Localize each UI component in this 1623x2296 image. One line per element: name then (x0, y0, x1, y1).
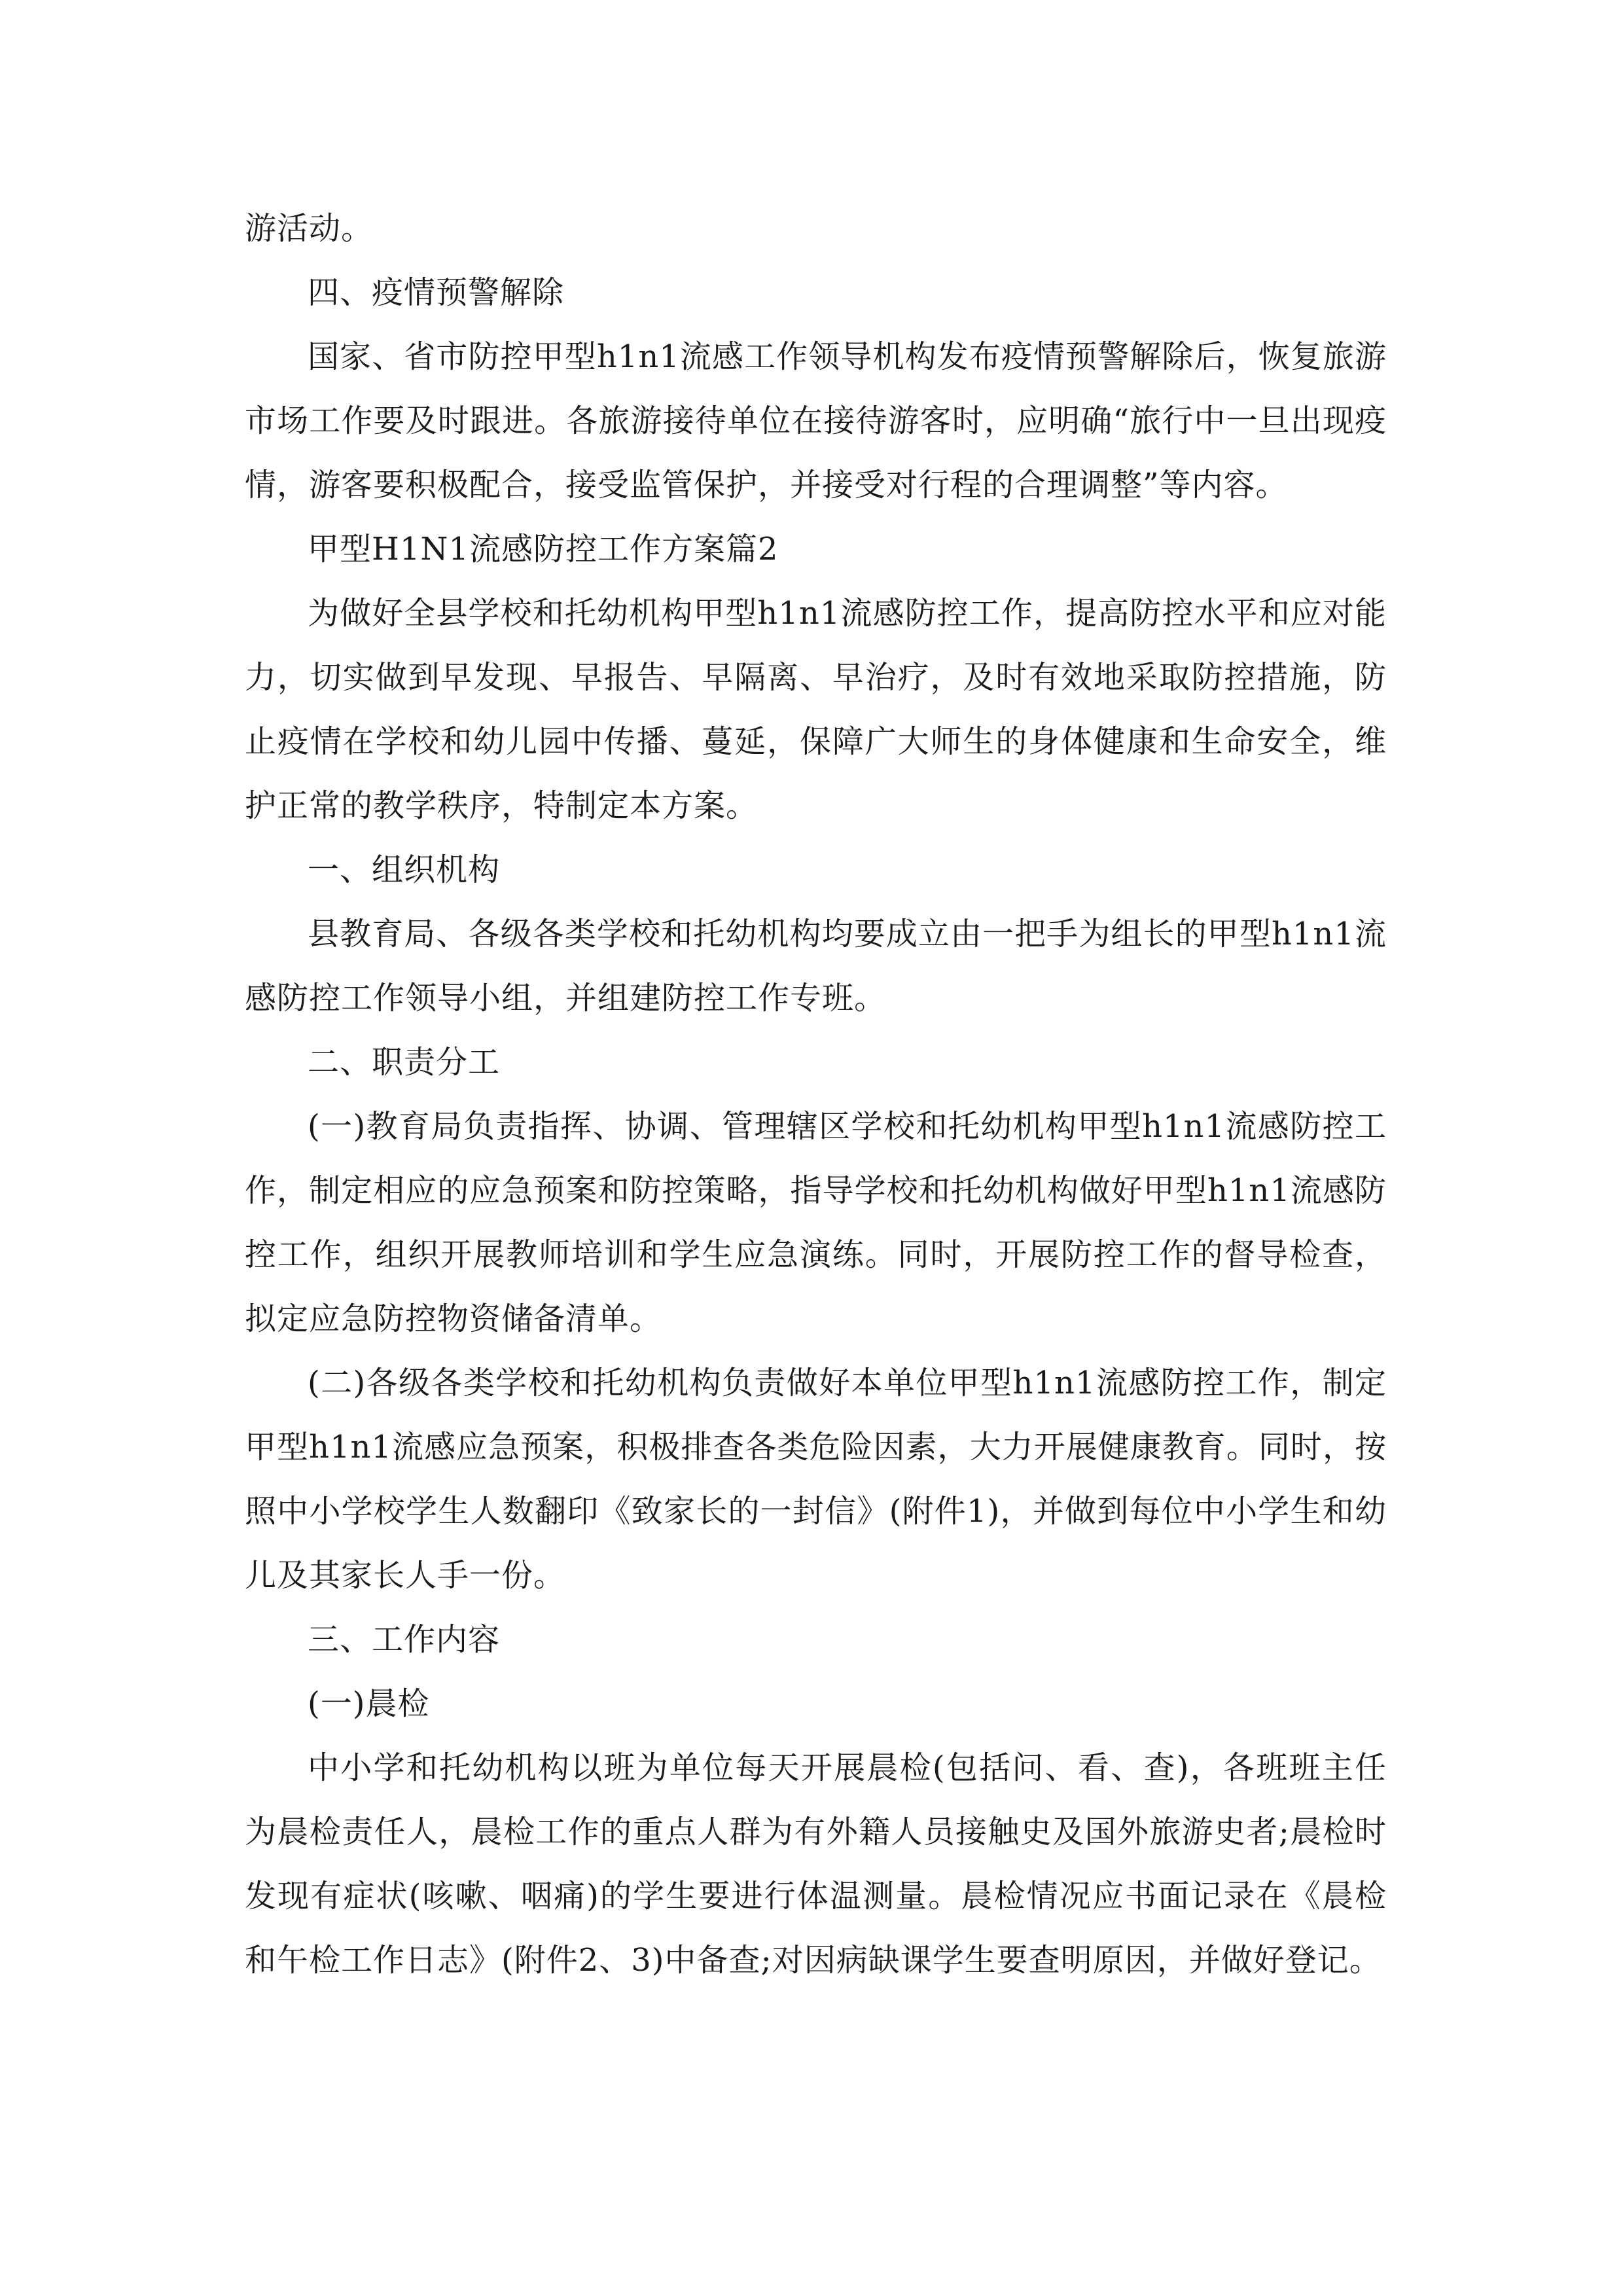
document-title-plan-2: 甲型H1N1流感防控工作方案篇2 (308, 531, 779, 567)
document-body (245, 196, 1387, 1992)
section-heading-organization: 一、组织机构 (308, 852, 501, 888)
paragraph-organization: 县教育局、各级各类学校和托幼机构均要成立由一把手为组长的甲型h1n1流感防控工作领导小组，并组建防控工作专班。 (245, 916, 1387, 1016)
paragraph-continuation: 游活动。 (245, 210, 374, 247)
paragraph-morning-check: 中小学和托幼机构以班为单位每天开展晨检(包括问、看、查)，各班班主任为晨检责任人，晨检工作的重点人群为有外籍人员接触史及国外旅游史者;晨检时发现有症状(咳嗽、咽痛)的学生要进行体温测量。晨检情况应书面记录在《晨检和午检工作日志》(附件2、3)中备查;对因病缺课学生要查明原因，并做好登记。 (245, 1749, 1387, 1979)
section-heading-work-content: 三、工作内容 (308, 1621, 501, 1658)
paragraph-responsibility-1: (一)教育局负责指挥、协调、管理辖区学校和托幼机构甲型h1n1流感防控工作，制定相应的应急预案和防控策略，指导学校和托幼机构做好甲型h1n1流感防控工作，组织开展教师培训和学生应急演练。同时，开展防控工作的督导检查，拟定应急防控物资储备清单。 (245, 1108, 1387, 1337)
paragraph-responsibility-2: (二)各级各类学校和托幼机构负责做好本单位甲型h1n1流感防控工作，制定甲型h1n1流感应急预案，积极排查各类危险因素，大力开展健康教育。同时，按照中小学校学生人数翻印《致家长的一封信》(附件1)，并做到每位中小学生和幼儿及其家长人手一份。 (245, 1365, 1387, 1594)
section-heading-warning-lifted: 四、疫情预警解除 (308, 274, 565, 311)
subsection-heading-morning-check: (一)晨检 (308, 1685, 430, 1722)
section-heading-responsibilities: 二、职责分工 (308, 1044, 501, 1081)
paragraph-tourism-recovery: 国家、省市防控甲型h1n1流感工作领导机构发布疫情预警解除后，恢复旅游市场工作要及时跟进。各旅游接待单位在接待游客时，应明确“旅行中一旦出现疫情，游客要积极配合，接受监管保护，并接受对行程的合理调整”等内容。 (245, 338, 1387, 503)
paragraph-intro: 为做好全县学校和托幼机构甲型h1n1流感防控工作，提高防控水平和应对能力，切实做到早发现、早报告、早隔离、早治疗，及时有效地采取防控措施，防止疫情在学校和幼儿园中传播、蔓延，保障广大师生的身体健康和生命安全，维护正常的教学秩序，特制定本方案。 (245, 595, 1387, 824)
